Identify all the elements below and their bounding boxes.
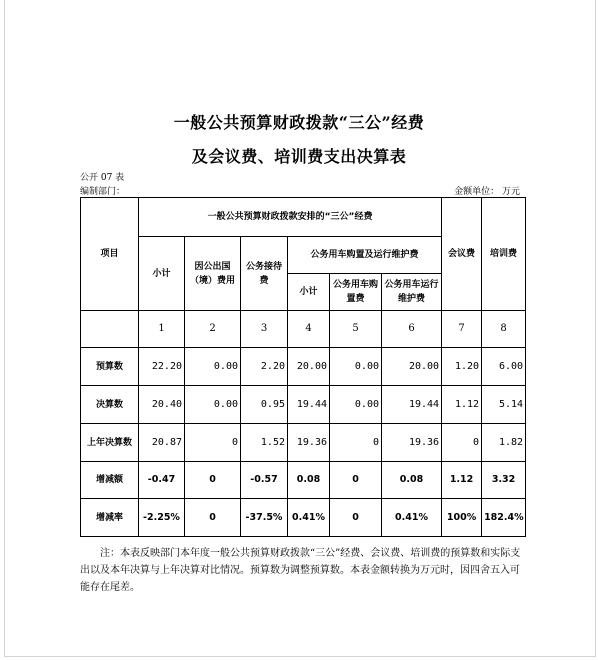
cell-value: 3.32	[482, 462, 526, 499]
cell-value: 19.44	[288, 386, 330, 424]
col-number-blank	[81, 311, 139, 348]
table-row	[81, 348, 526, 386]
cell-value: 0	[330, 499, 382, 537]
col-number: 6	[382, 311, 442, 348]
header-vehicle-operation: 公务用车运行维护费	[382, 274, 442, 311]
cell-value: 20.87	[139, 424, 185, 462]
header-vehicle-purchase: 公务用车购置费	[330, 274, 382, 311]
cell-value: 0	[185, 499, 241, 537]
header-subtotal: 小计	[139, 237, 185, 311]
table-row	[81, 386, 526, 424]
cell-value: -0.47	[139, 462, 185, 499]
table-note: 注：本表反映部门本年度一般公共预算财政拨款“三公”经费、会议费、培训费的预算数和实际支出以及本年决算与上年决算对比情况。预算数为调整预算数。本表金额转换为万元时，因四舍五入可能存在尾差。	[80, 548, 521, 593]
cell-value: 19.36	[288, 424, 330, 462]
cell-value: 0.00	[185, 348, 241, 386]
cell-value: 20.40	[139, 386, 185, 424]
header-vehicle-subtotal: 小计	[288, 274, 330, 311]
cell-value: 2.20	[241, 348, 288, 386]
cell-value: 1.12	[442, 386, 482, 424]
col-number: 2	[185, 311, 241, 348]
cell-value: 1.52	[241, 424, 288, 462]
cell-value: 6.00	[482, 348, 526, 386]
row-label: 决算数	[81, 386, 139, 424]
row-label: 上年决算数	[81, 424, 139, 462]
cell-value: 20.00	[382, 348, 442, 386]
cell-value: 182.4%	[482, 499, 526, 537]
table-row	[81, 462, 526, 499]
cell-value: 0	[185, 462, 241, 499]
cell-value: 0.08	[382, 462, 442, 499]
header-vehicle-group: 公务用车购置及运行维护费	[288, 237, 442, 274]
header-reception: 公务接待费	[241, 237, 288, 311]
header-three-public: 一般公共预算财政拨款安排的“三公”经费	[139, 198, 442, 237]
cell-value: -37.5%	[241, 499, 288, 537]
cell-value: 0.41%	[288, 499, 330, 537]
col-number: 4	[288, 311, 330, 348]
cell-value: 19.44	[382, 386, 442, 424]
cell-value: 1.12	[442, 462, 482, 499]
cell-value: 0.00	[185, 386, 241, 424]
doc-code: 公开 07 表	[80, 173, 125, 183]
cell-value: 20.00	[288, 348, 330, 386]
row-label: 预算数	[81, 348, 139, 386]
col-number: 3	[241, 311, 288, 348]
header-abroad: 因公出国（境）费用	[185, 237, 241, 311]
row-label: 增减额	[81, 462, 139, 499]
document-title-line1: 一般公共预算财政拨款“三公”经费	[173, 113, 425, 132]
dept-label: 编制部门：	[80, 187, 126, 197]
col-number: 7	[442, 311, 482, 348]
cell-value: 19.36	[382, 424, 442, 462]
cell-value: 0.00	[330, 386, 382, 424]
header-meeting: 会议费	[442, 198, 482, 311]
cell-value: 100%	[442, 499, 482, 537]
cell-value: -0.57	[241, 462, 288, 499]
cell-value: 0.00	[330, 348, 382, 386]
cell-value: 0	[330, 424, 382, 462]
col-number: 1	[139, 311, 185, 348]
unit-label: 金额单位： 万元	[454, 187, 520, 197]
cell-value: -2.25%	[139, 499, 185, 537]
header-training: 培训费	[482, 198, 526, 311]
cell-value: 0	[330, 462, 382, 499]
cell-value: 22.20	[139, 348, 185, 386]
row-label: 增减率	[81, 499, 139, 537]
cell-value: 0.95	[241, 386, 288, 424]
cell-value: 0.41%	[382, 499, 442, 537]
cell-value: 1.20	[442, 348, 482, 386]
cell-value: 1.82	[482, 424, 526, 462]
cell-value: 5.14	[482, 386, 526, 424]
col-number: 5	[330, 311, 382, 348]
budget-table	[80, 197, 526, 537]
table-row	[81, 424, 526, 462]
table-row	[81, 499, 526, 537]
cell-value: 0.08	[288, 462, 330, 499]
document-title-line2: 及会议费、培训费支出决算表	[191, 147, 407, 166]
header-item: 项目	[81, 198, 139, 311]
cell-value: 0	[442, 424, 482, 462]
col-number: 8	[482, 311, 526, 348]
cell-value: 0	[185, 424, 241, 462]
